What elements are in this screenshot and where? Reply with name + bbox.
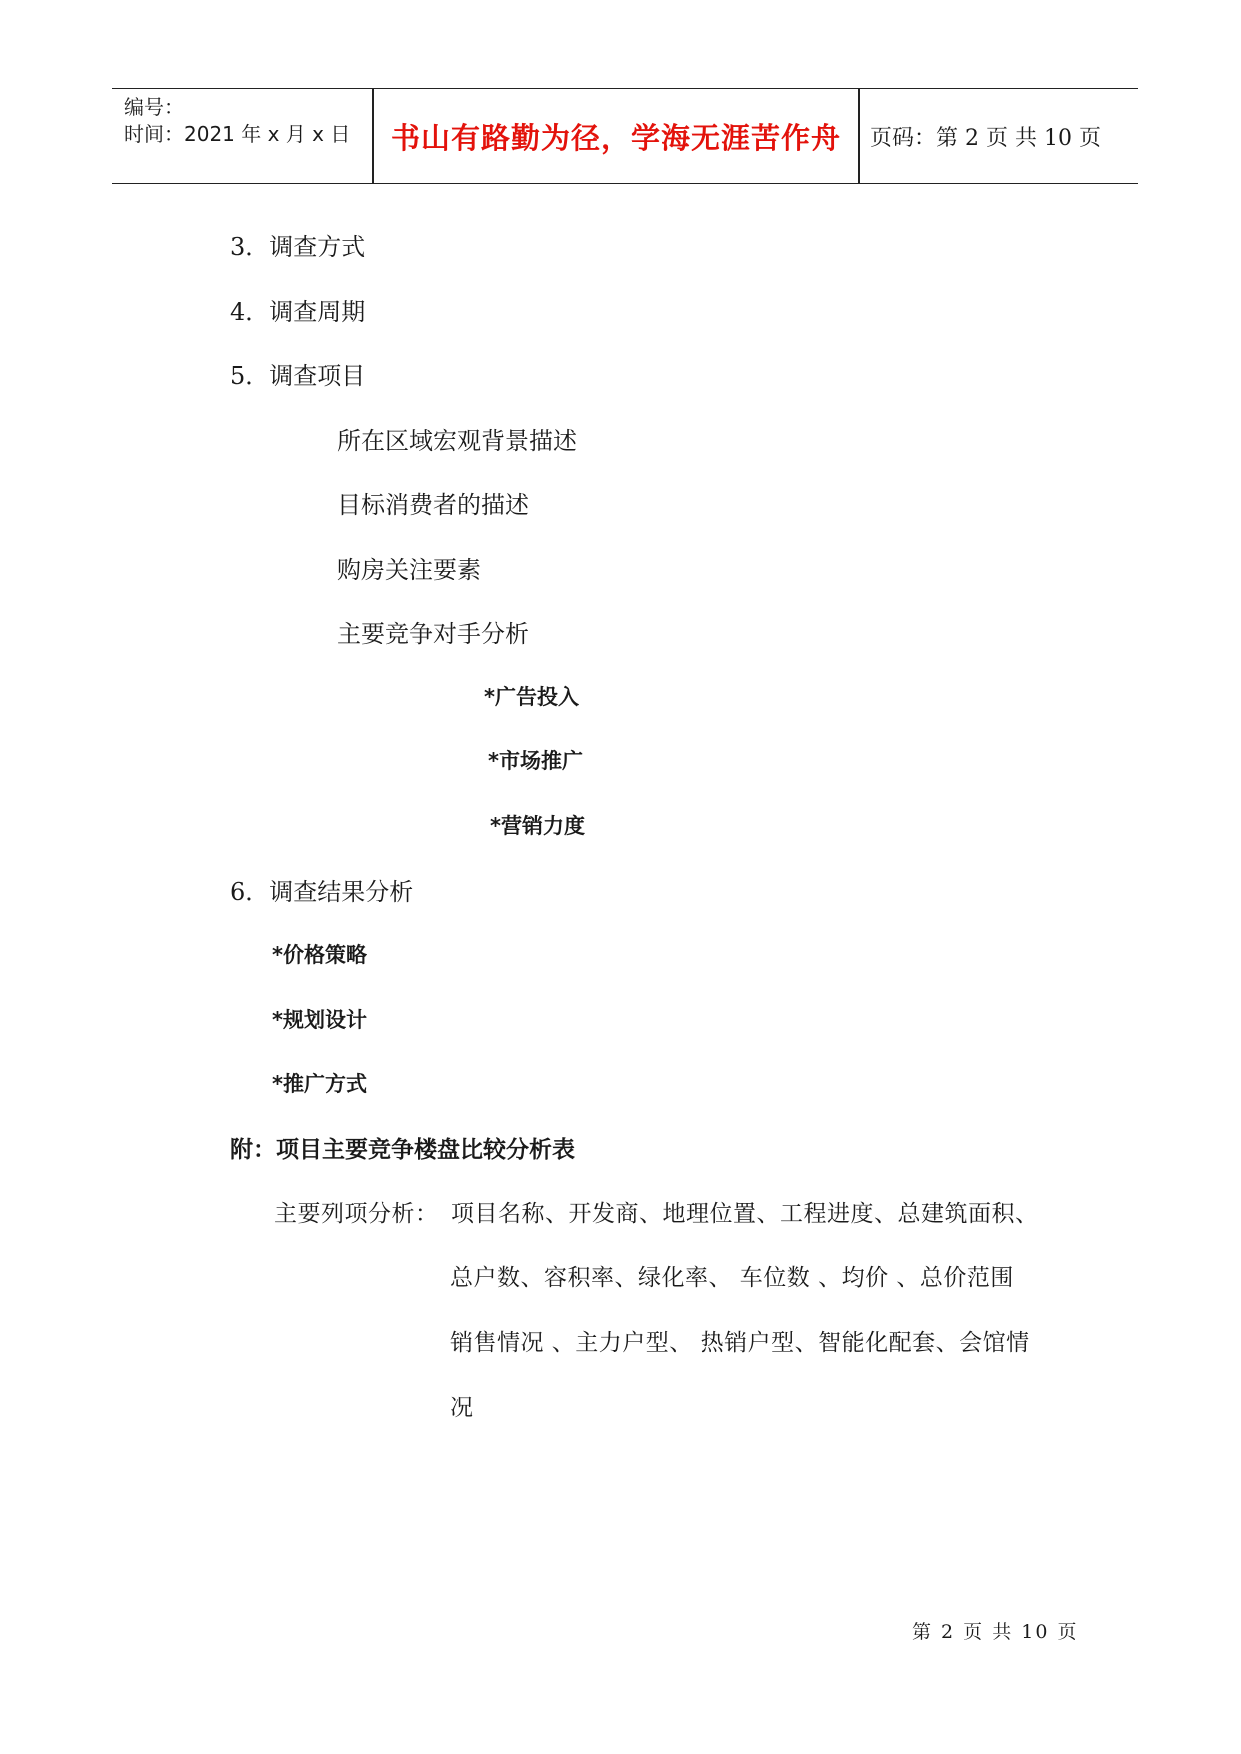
header-page-info: 页码：第 2 页 共 10 页 xyxy=(870,125,1101,151)
number-label: 编号： xyxy=(124,95,184,119)
page-footer: 第 2 页 共 10 页 xyxy=(912,1621,1079,1643)
appendix-title: 附：项目主要竞争楼盘比较分析表 xyxy=(230,1137,575,1163)
section-6-item: *规划设计 xyxy=(272,1008,367,1032)
section-5-subitem: *广告投入 xyxy=(484,685,579,709)
time-label: 时间：2021 年 x 月 x 日 xyxy=(124,122,351,146)
header-divider xyxy=(858,89,860,183)
section-5-item: 目标消费者的描述 xyxy=(337,491,529,519)
section-4-heading: 4．调查周期 xyxy=(230,298,366,326)
section-5-subitem: *营销力度 xyxy=(490,814,585,838)
header-motto: 书山有路勤为径，学海无涯苦作舟 xyxy=(390,120,841,155)
section-6-item: *价格策略 xyxy=(272,943,367,967)
appendix-line: 总户数、容积率、绿化率、 车位数 、均价 、总价范围 xyxy=(450,1265,1014,1291)
page-header xyxy=(112,88,1138,184)
appendix-line: 项目名称、开发商、地理位置、工程进度、总建筑面积、 xyxy=(451,1201,1039,1227)
appendix-line: 销售情况 、主力户型、 热销户型、智能化配套、会馆情 xyxy=(450,1330,1030,1356)
section-6-heading: 6．调查结果分析 xyxy=(230,878,414,906)
section-5-heading: 5．调查项目 xyxy=(230,362,366,390)
appendix-label: 主要列项分析： xyxy=(274,1201,439,1227)
section-5-subitem: *市场推广 xyxy=(488,749,583,773)
header-meta xyxy=(112,89,372,183)
section-5-item: 购房关注要素 xyxy=(337,556,481,584)
section-5-item: 所在区域宏观背景描述 xyxy=(337,427,577,455)
section-3-heading: 3．调查方式 xyxy=(230,233,366,261)
section-5-item: 主要竞争对手分析 xyxy=(337,620,529,648)
appendix-line: 况 xyxy=(450,1395,474,1421)
section-6-item: *推广方式 xyxy=(272,1072,367,1096)
